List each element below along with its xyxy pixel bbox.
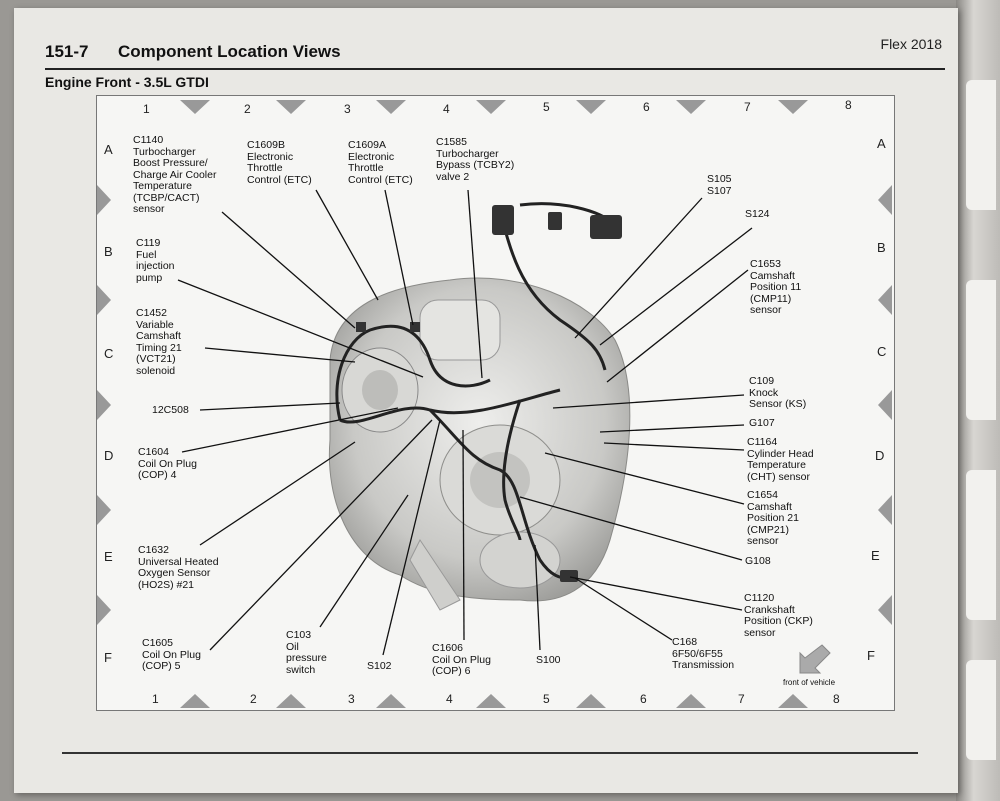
grid-row-c-left: C [104,346,114,361]
callout-12c508: 12C508 [152,404,189,416]
grid-row-d-right: D [875,448,885,463]
grid-col-3-bottom: 3 [348,692,355,706]
callout-c119: C119 Fuel injection pump [136,237,175,284]
callout-c1606: C1606 Coil On Plug (COP) 6 [432,642,491,677]
callout-c1605: C1605 Coil On Plug (COP) 5 [142,637,201,672]
callout-c1585: C1585 Turbocharger Bypass (TCBY2) valve 2 [436,136,515,183]
callout-g108: G108 [745,555,771,567]
callout-c1120: C1120 Crankshaft Position (CKP) sensor [744,592,813,639]
grid-col-1-bottom: 1 [152,692,159,706]
page-title: Component Location Views [118,42,341,61]
callout-c1452: C1452 Variable Camshaft Timing 21 (VCT21) solenoid [136,307,182,377]
callout-c1632: C1632 Universal Heated Oxygen Sensor (HO2S) #21 [138,544,219,591]
grid-col-6-top: 6 [643,100,650,114]
grid-row-b-right: B [877,240,886,255]
grid-col-3-top: 3 [344,102,351,116]
callout-c1609b: C1609B Electronic Throttle Control (ETC) [247,139,312,186]
callout-g107: G107 [749,417,775,429]
callout-c1164: C1164 Cylinder Head Temperature (CHT) sensor [747,436,814,483]
grid-col-7-bottom: 7 [738,692,745,706]
callout-s100: S100 [536,654,561,666]
grid-col-7-top: 7 [744,100,751,114]
front-of-vehicle-arrow [800,645,830,673]
grid-row-f-left: F [104,650,112,665]
front-of-vehicle-label: front of vehicle [783,678,836,687]
callout-s105-s107: S105 S107 [707,173,732,197]
grid-row-c-right: C [877,344,887,359]
grid-col-5-bottom: 5 [543,692,550,706]
grid-col-1-top: 1 [143,102,150,116]
callout-c109: C109 Knock Sensor (KS) [749,375,807,410]
grid-col-8-bottom: 8 [833,692,840,706]
callout-s102: S102 [367,660,392,672]
grid-col-5-top: 5 [543,100,550,114]
callout-c1609a: C1609A Electronic Throttle Control (ETC) [348,139,413,186]
grid-col-2-bottom: 2 [250,692,257,706]
callout-s124: S124 [745,208,770,220]
callout-c168: C168 6F50/6F55 Transmission [672,636,735,671]
grid-row-a-right: A [877,136,886,151]
grid-col-2-top: 2 [244,102,251,116]
callout-c103: C103 Oil pressure switch [286,629,327,676]
grid-row-a-left: A [104,142,113,157]
callout-c1654: C1654 Camshaft Position 21 (CMP21) sensor [747,489,799,547]
grid-col-4-bottom: 4 [446,692,453,706]
grid-col-8-top: 8 [845,98,852,112]
callout-c1140: C1140 Turbocharger Boost Pressure/ Charge Air Cooler Temperature (TCBP/CACT) sensor [133,134,217,215]
grid-row-f-right: F [867,648,875,663]
grid-row-d-left: D [104,448,114,463]
grid-col-6-bottom: 6 [640,692,647,706]
page-number: 151-7 [45,42,89,61]
view-subtitle: Engine Front - 3.5L GTDI [45,74,209,90]
callout-c1653: C1653 Camshaft Position 11 (CMP11) sensor [750,258,802,316]
vehicle-model: Flex 2018 [880,36,942,52]
grid-row-b-left: B [104,244,113,259]
grid-col-4-top: 4 [443,102,450,116]
grid-row-e-left: E [104,549,113,564]
callout-c1604: C1604 Coil On Plug (COP) 4 [138,446,197,481]
grid-row-e-right: E [871,548,880,563]
